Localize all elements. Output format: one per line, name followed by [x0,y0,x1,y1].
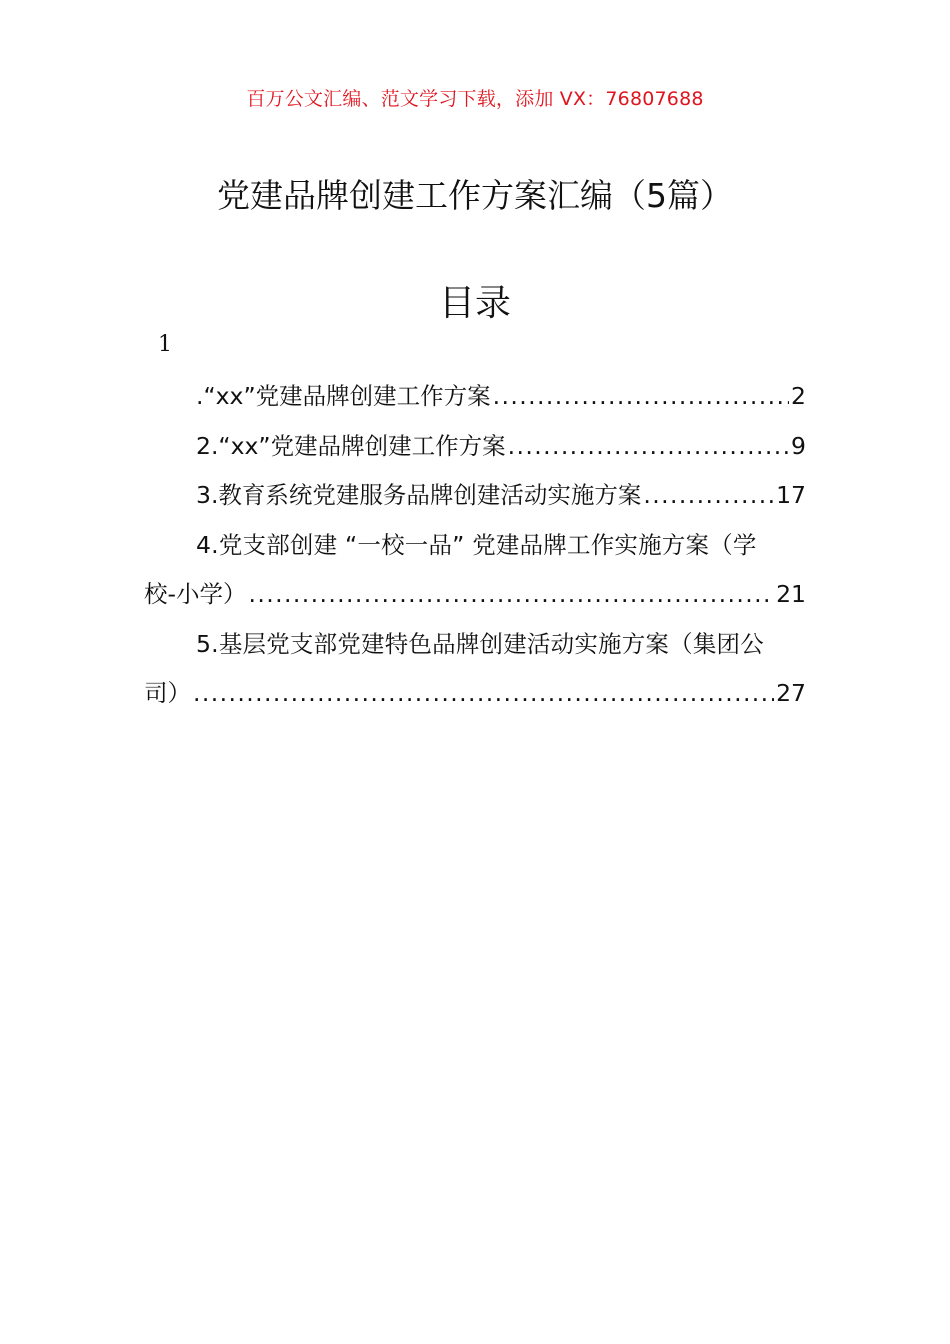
toc-entry-label-line1: 4.党支部创建 “一校一品” 党建品牌工作实施方案（学 [196,530,757,559]
toc-entry-4[interactable] [144,521,806,620]
toc-entry-page: 21 [776,580,806,608]
toc-entry-page: 2 [791,382,806,410]
toc-entry-page: 9 [791,431,806,460]
toc-entry-3[interactable] [144,471,806,521]
toc-heading: 目录 [438,283,511,324]
toc-leader-dots [248,570,774,620]
header-download-note: 百万公文汇编、范文学习下载，添加 VX：76807688 [246,88,704,110]
toc-entry-2[interactable] [144,422,806,472]
toc-entry-line2 [144,570,806,620]
stray-page-number: 1 [158,332,172,357]
toc-entry-page: 17 [776,481,806,509]
toc-entry-label-line1: 5.基层党支部党建特色品牌创建活动实施方案（集团公 [196,629,764,658]
toc-entry-label: .“xx”党建品牌创建工作方案 [196,382,491,410]
toc-leader-dots [193,669,774,719]
toc-leader-dots [643,471,774,521]
toc-entry-1[interactable] [144,372,806,422]
document-title: 党建品牌创建工作方案汇编（5篇） [217,176,733,215]
toc-entry-label: 2.“xx”党建品牌创建工作方案 [196,431,506,460]
table-of-contents [144,372,806,719]
toc-entry-5[interactable] [144,620,806,719]
toc-leader-dots [493,372,789,422]
toc-entry-page: 27 [776,679,806,707]
toc-leader-dots [508,422,789,472]
toc-entry-label: 3.教育系统党建服务品牌创建活动实施方案 [196,481,642,509]
toc-entry-line2 [144,669,806,719]
toc-entry-label-line2: 校-小学） [144,580,247,608]
toc-entry-label-line2: 司） [144,679,191,707]
